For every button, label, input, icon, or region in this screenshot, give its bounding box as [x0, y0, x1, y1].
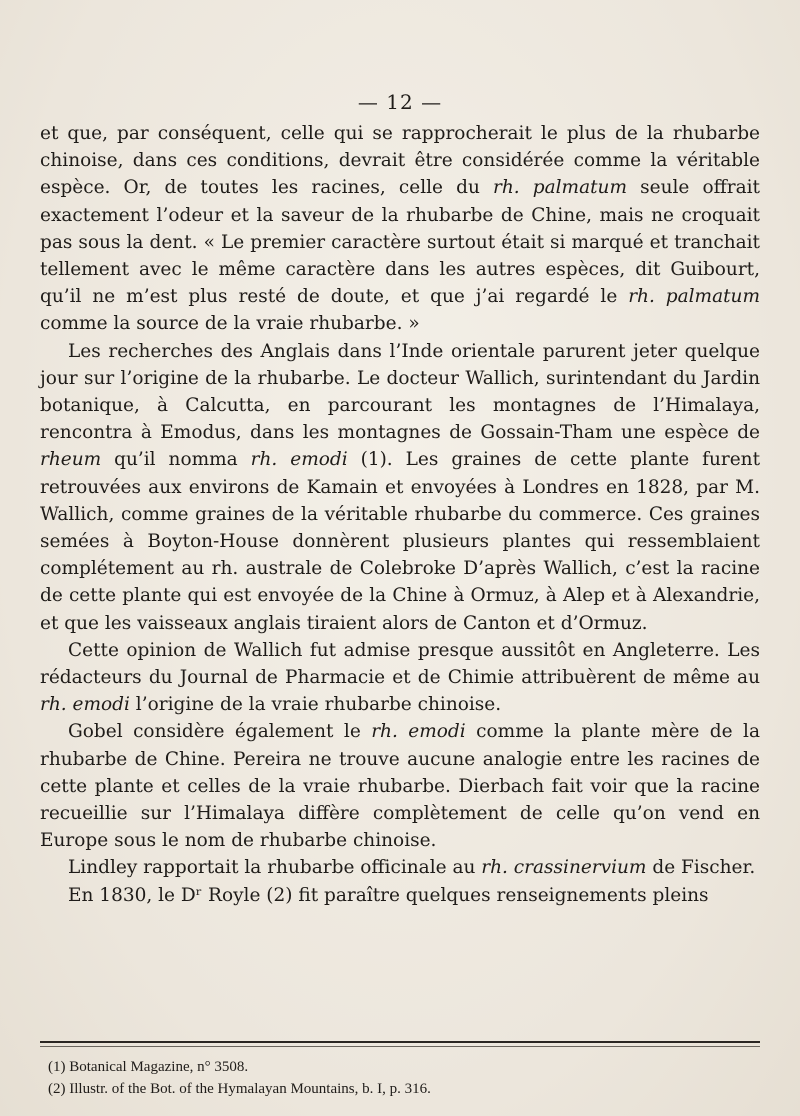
body-text — [40, 120, 760, 909]
text-run: qu’il nomma — [101, 449, 251, 471]
italic-text: rheum — [40, 449, 102, 471]
italic-text: rh. emodi — [40, 694, 130, 716]
italic-text: rh. emodi — [371, 721, 466, 743]
text-run: et que, par conséquent, celle qui se rapprocherait le plus de la rhubarbe chinoise, dans ces conditions, devrait être considérée comme la véritable espèce. Or, de toutes les racines, celle du — [40, 123, 760, 199]
text-run: comme la plante mère de la rhubarbe de Chine. Pereira ne trouve aucune analogie entre les racines de cette plante et celles de la vraie rhubarbe. Dierbach fait voir que la racine recueillie sur l’Himalaya diffère complètement de celle qu’on vend en Europe sous le nom de rhubarbe chinoise. — [40, 721, 760, 852]
footnote: (2) Illustr. of the Bot. of the Hymalayan Mountains, b. I, p. 316. — [48, 1081, 431, 1097]
paragraph — [40, 854, 760, 881]
text-run: l’origine de la vraie rhubarbe chinoise. — [129, 694, 502, 716]
text-run: Lindley rapportait la rhubarbe officinale au — [68, 857, 482, 879]
page-number: — 12 — — [357, 90, 443, 114]
footnotes — [48, 1056, 760, 1100]
paragraph — [40, 718, 760, 854]
paragraph — [40, 338, 760, 637]
italic-text: rh. palmatum — [628, 286, 760, 308]
italic-text: rh. emodi — [250, 449, 348, 471]
text-run: comme la source de la vraie rhubarbe. » — [40, 313, 420, 335]
text-run: Les recherches des Anglais dans l’Inde orientale parurent jeter quelque jour sur l’origine de la rhubarbe. Le docteur Wallich, surintendant du Jardin botanique, à Calcutta, en parcourant les montagnes de l’Himalaya, rencontra à Emodus, dans les montagnes de Gossain-Tham une espèce de — [40, 340, 760, 444]
paragraph — [40, 882, 760, 909]
footnote: (1) Botanical Magazine, n° 3508. — [48, 1059, 249, 1075]
footnote-separator-thin — [40, 1046, 760, 1047]
text-run: Gobel considère également le — [68, 721, 372, 743]
italic-text: rh. palmatum — [493, 177, 628, 199]
text-run: En 1830, le Dʳ Royle (2) fit paraître quelques renseignements pleins — [68, 884, 709, 906]
text-run: (1). Les graines de cette plante furent retrouvées aux environs de Kamain et envoyées à Londres en 1828, par M. Wallich, comme graines de la véritable rhubarbe du commerce. Ces graines semées à Boyton-House donnèrent plusieurs plantes qui ressemblaient complétement au rh. australe de Colebroke D’après Wallich, c’est la racine de cette plante qui est envoyée de la Chine à Ormuz, à Alep et à Alexandrie, et que les vaisseaux anglais tiraient alors de Canton et d’Ormuz. — [40, 449, 761, 634]
text-run: seule offrait exactement l’odeur et la saveur de la rhubarbe de Chine, mais ne croquait pas sous la dent. « Le premier caractère surtout était si marqué et tranchait tellement avec le même caractère dans les autres espèces, dit Guibourt, qu’il ne m’est plus resté de doute, et que j’ai regardé le — [40, 177, 760, 308]
text-run: Cette opinion de Wallich fut admise presque aussitôt en Angleterre. Les rédacteurs du Journal de Pharmacie et de Chimie attribuèrent de même au — [40, 639, 760, 689]
footnote-separator — [40, 1041, 760, 1043]
paragraph — [40, 120, 760, 338]
text-run: de Fischer. — [646, 857, 756, 879]
paragraph — [40, 637, 760, 719]
italic-text: rh. crassinervium — [481, 857, 647, 879]
